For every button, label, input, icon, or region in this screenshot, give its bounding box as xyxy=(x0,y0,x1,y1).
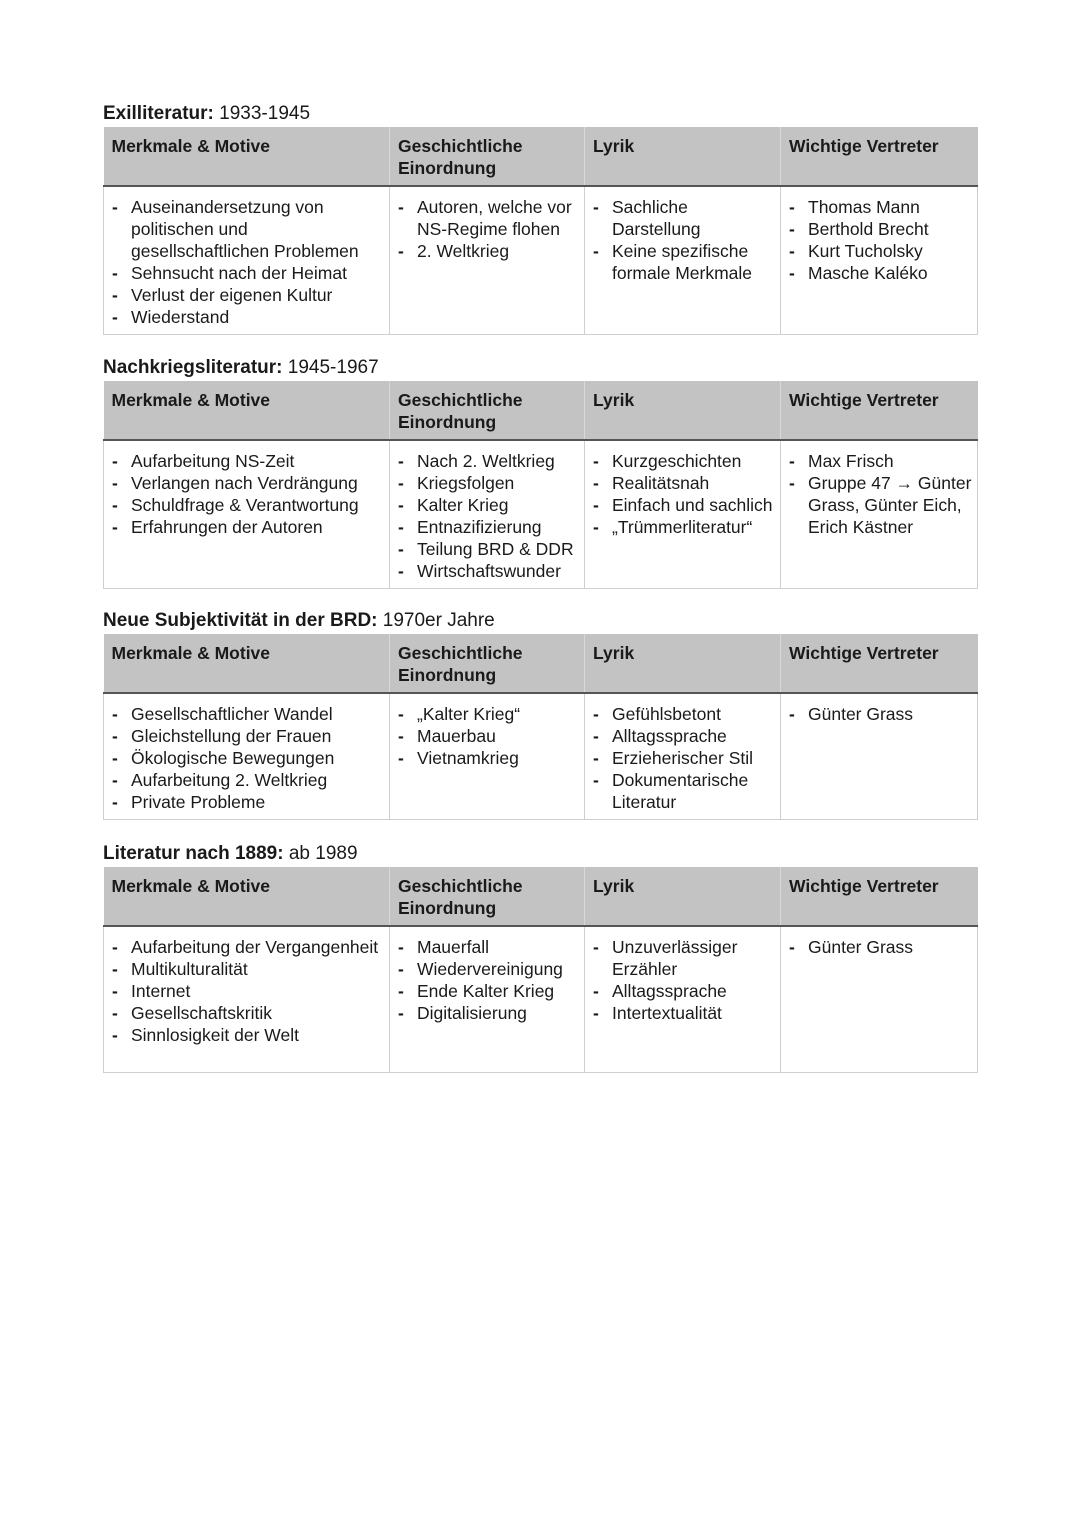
list-item: - Autoren, welche vor NS-Regime flohen xyxy=(398,196,580,240)
list-item: - Multikulturalität xyxy=(112,958,385,980)
cell-merkmale xyxy=(104,693,390,820)
era-table xyxy=(103,867,978,1073)
list-item: - Teilung BRD & DDR xyxy=(398,538,580,560)
bullet-list xyxy=(593,196,776,284)
cell-geschichte xyxy=(390,693,585,820)
list-item: - Entnazifizierung xyxy=(398,516,580,538)
era-name: Neue Subjektivität in der BRD: xyxy=(103,610,378,631)
column-header-lyrik: Lyrik xyxy=(585,127,781,186)
list-item: - Ökologische Bewegungen xyxy=(112,747,385,769)
bullet-list xyxy=(112,196,385,328)
list-item: - Gesellschaftskritik xyxy=(112,1002,385,1024)
header-row xyxy=(104,867,978,926)
bullet-list xyxy=(112,450,385,538)
list-item: - Thomas Mann xyxy=(789,196,973,218)
header-row xyxy=(104,634,978,693)
era-title xyxy=(103,843,977,867)
cell-vertreter xyxy=(781,186,978,335)
era-section xyxy=(103,610,977,820)
table-row xyxy=(104,440,978,589)
column-header-merkmale: Merkmale & Motive xyxy=(104,867,390,926)
era-section xyxy=(103,843,977,1073)
era-period: 1945-1967 xyxy=(282,357,379,378)
cell-lyrik xyxy=(585,440,781,589)
era-period: 1970er Jahre xyxy=(377,610,495,631)
column-header-vertreter: Wichtige Vertreter xyxy=(781,634,978,693)
cell-lyrik xyxy=(585,926,781,1072)
list-item: - Gleichstellung der Frauen xyxy=(112,725,385,747)
list-item: - Wiederstand xyxy=(112,306,385,328)
list-item: - Nach 2. Weltkrieg xyxy=(398,450,580,472)
column-header-vertreter: Wichtige Vertreter xyxy=(781,127,978,186)
era-name: Nachkriegsliteratur: xyxy=(103,357,283,378)
column-header-geschichte: Geschichtliche Einordnung xyxy=(390,381,585,440)
list-item: - Sachliche Darstellung xyxy=(593,196,776,240)
bullet-list xyxy=(398,196,580,262)
list-item: - Unzuverlässiger Erzähler xyxy=(593,936,776,980)
table-row xyxy=(104,926,978,1072)
table-row xyxy=(104,186,978,335)
list-item: - Wiedervereinigung xyxy=(398,958,580,980)
table-row xyxy=(104,693,978,820)
list-item: - Digitalisierung xyxy=(398,1002,580,1024)
bullet-list xyxy=(789,936,973,958)
list-item: - Max Frisch xyxy=(789,450,973,472)
list-item: - Berthold Brecht xyxy=(789,218,973,240)
era-table xyxy=(103,381,978,589)
list-item: - Günter Grass xyxy=(789,936,973,958)
list-item: - Kurzgeschichten xyxy=(593,450,776,472)
list-item: - Gesellschaftlicher Wandel xyxy=(112,703,385,725)
era-name: Literatur nach 1889: xyxy=(103,843,284,864)
cell-merkmale xyxy=(104,440,390,589)
column-header-vertreter: Wichtige Vertreter xyxy=(781,867,978,926)
list-item: - Alltagssprache xyxy=(593,725,776,747)
list-item: - Verlust der eigenen Kultur xyxy=(112,284,385,306)
bullet-list xyxy=(789,703,973,725)
bullet-list xyxy=(112,936,385,1046)
cell-geschichte xyxy=(390,440,585,589)
column-header-geschichte: Geschichtliche Einordnung xyxy=(390,127,585,186)
era-section xyxy=(103,357,977,589)
bullet-list xyxy=(789,450,973,538)
column-header-geschichte: Geschichtliche Einordnung xyxy=(390,867,585,926)
cell-merkmale xyxy=(104,186,390,335)
column-header-lyrik: Lyrik xyxy=(585,381,781,440)
list-item: - Kriegsfolgen xyxy=(398,472,580,494)
list-item: - Schuldfrage & Verantwortung xyxy=(112,494,385,516)
list-item: - Einfach und sachlich xyxy=(593,494,776,516)
list-item: - Masche Kaléko xyxy=(789,262,973,284)
era-table xyxy=(103,127,978,335)
list-item: - Vietnamkrieg xyxy=(398,747,580,769)
column-header-vertreter: Wichtige Vertreter xyxy=(781,381,978,440)
list-item: - Alltagssprache xyxy=(593,980,776,1002)
list-item: - Erfahrungen der Autoren xyxy=(112,516,385,538)
list-item: - Realitätsnah xyxy=(593,472,776,494)
list-item: - „Kalter Krieg“ xyxy=(398,703,580,725)
bullet-list xyxy=(789,196,973,284)
era-period: 1933-1945 xyxy=(213,103,311,124)
cell-lyrik xyxy=(585,693,781,820)
cell-vertreter xyxy=(781,926,978,1072)
cell-vertreter xyxy=(781,693,978,820)
cell-merkmale xyxy=(104,926,390,1072)
list-item: - „Trümmerliteratur“ xyxy=(593,516,776,538)
bullet-list xyxy=(398,450,580,582)
header-row xyxy=(104,381,978,440)
list-item: - 2. Weltkrieg xyxy=(398,240,580,262)
list-item: - Dokumentarische Literatur xyxy=(593,769,776,813)
cell-geschichte xyxy=(390,186,585,335)
list-item: - Mauerfall xyxy=(398,936,580,958)
list-item: - Keine spezifische formale Merkmale xyxy=(593,240,776,284)
list-item: - Aufarbeitung 2. Weltkrieg xyxy=(112,769,385,791)
list-item: - Intertextualität xyxy=(593,1002,776,1024)
list-item: - Kalter Krieg xyxy=(398,494,580,516)
list-item: - Sinnlosigkeit der Welt xyxy=(112,1024,385,1046)
era-title xyxy=(103,610,977,634)
list-item: - Kurt Tucholsky xyxy=(789,240,973,262)
era-title xyxy=(103,103,977,127)
list-item: - Wirtschaftswunder xyxy=(398,560,580,582)
era-period: ab 1989 xyxy=(283,843,358,864)
list-item: - Mauerbau xyxy=(398,725,580,747)
list-item: - Gruppe 47 → Günter Grass, Günter Eich, Erich Kästner xyxy=(789,472,973,538)
bullet-list xyxy=(112,703,385,813)
bullet-list xyxy=(593,450,776,538)
column-header-merkmale: Merkmale & Motive xyxy=(104,634,390,693)
list-item: - Aufarbeitung NS-Zeit xyxy=(112,450,385,472)
list-item: - Sehnsucht nach der Heimat xyxy=(112,262,385,284)
list-item: - Private Probleme xyxy=(112,791,385,813)
bullet-list xyxy=(593,936,776,1024)
column-header-merkmale: Merkmale & Motive xyxy=(104,381,390,440)
list-item: - Internet xyxy=(112,980,385,1002)
cell-geschichte xyxy=(390,926,585,1072)
bullet-list xyxy=(593,703,776,813)
column-header-lyrik: Lyrik xyxy=(585,634,781,693)
cell-lyrik xyxy=(585,186,781,335)
list-item: - Günter Grass xyxy=(789,703,973,725)
list-item: - Aufarbeitung der Vergangenheit xyxy=(112,936,385,958)
bullet-list xyxy=(398,703,580,769)
bullet-list xyxy=(398,936,580,1024)
column-header-lyrik: Lyrik xyxy=(585,867,781,926)
list-item: - Erzieherischer Stil xyxy=(593,747,776,769)
list-item: - Ende Kalter Krieg xyxy=(398,980,580,1002)
header-row xyxy=(104,127,978,186)
era-name: Exilliteratur: xyxy=(103,103,214,124)
list-item: - Verlangen nach Verdrängung xyxy=(112,472,385,494)
list-item: - Gefühlsbetont xyxy=(593,703,776,725)
era-section xyxy=(103,103,977,335)
era-title xyxy=(103,357,977,381)
cell-vertreter xyxy=(781,440,978,589)
column-header-geschichte: Geschichtliche Einordnung xyxy=(390,634,585,693)
column-header-merkmale: Merkmale & Motive xyxy=(104,127,390,186)
era-table xyxy=(103,634,978,820)
list-item: - Auseinandersetzung von politischen und gesellschaftlichen Problemen xyxy=(112,196,385,262)
